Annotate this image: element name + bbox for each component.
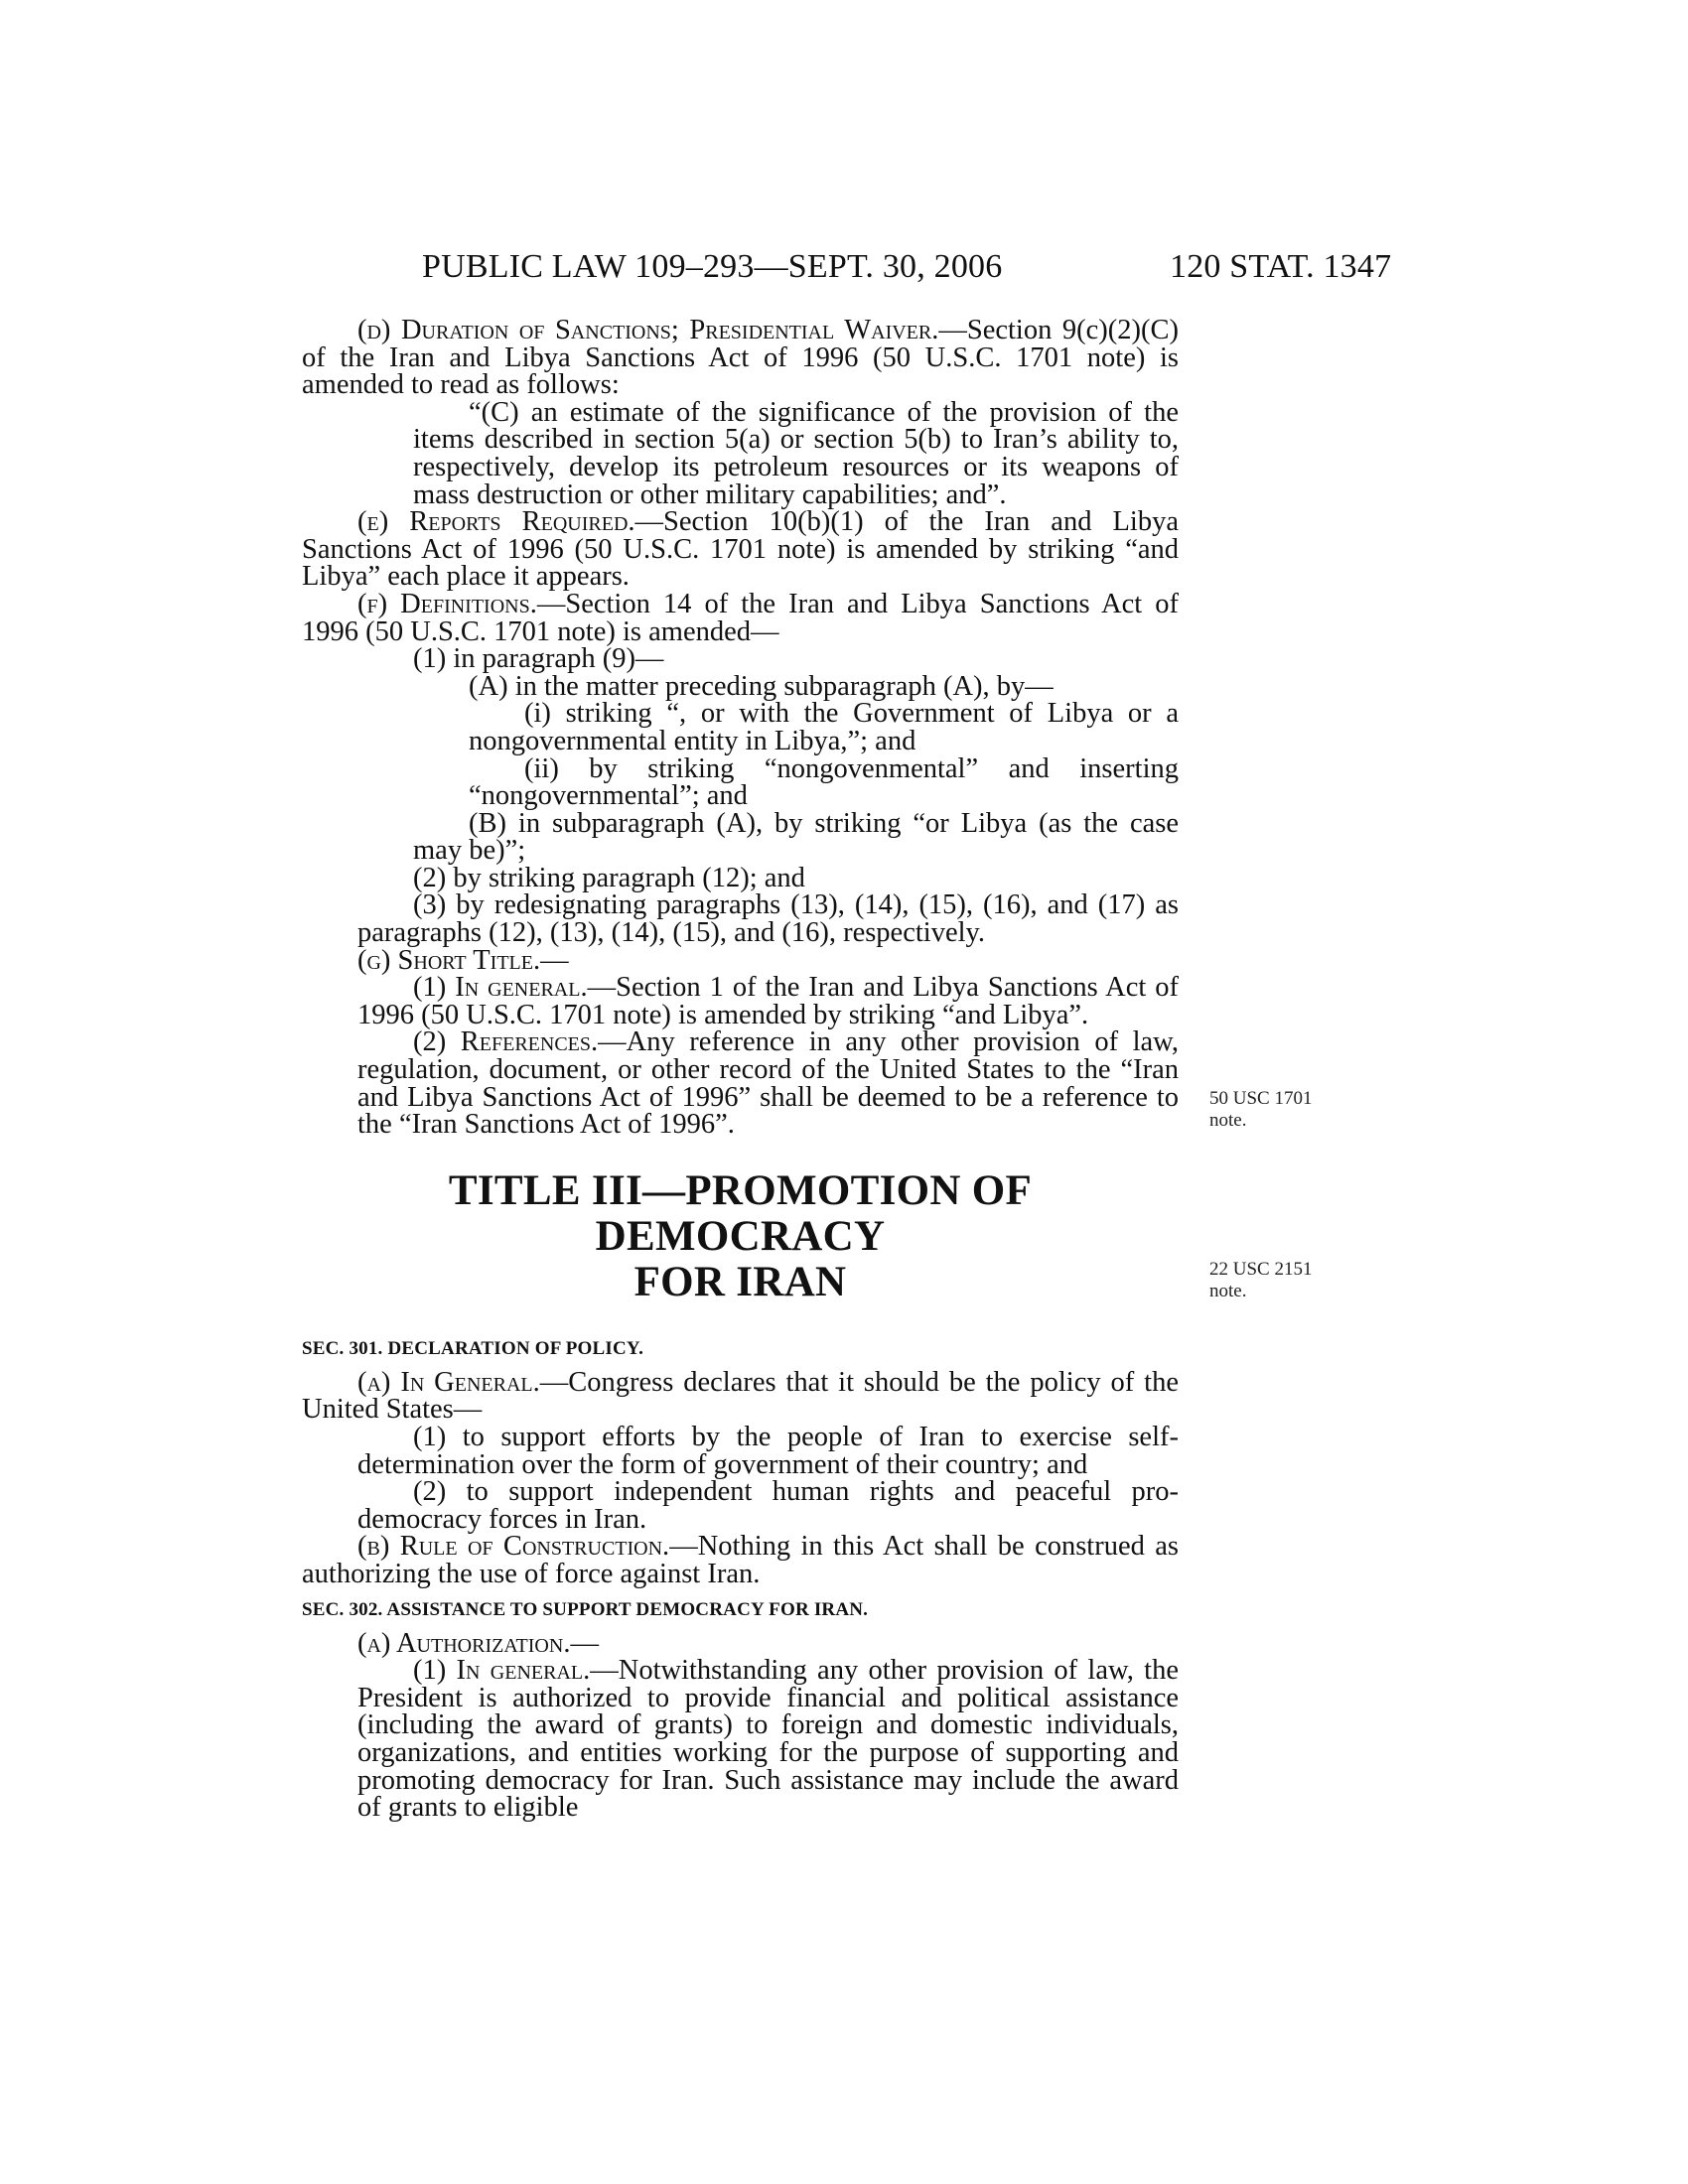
margin-note-line: note. — [1209, 1110, 1247, 1131]
subsection-text: — — [540, 944, 569, 976]
margin-note-line: note. — [1209, 1281, 1247, 1301]
subsection-heading: (e) Reports Required. — [357, 506, 635, 538]
subsection-d — [302, 317, 1179, 399]
paragraph-f3: (3) by redesignating paragraphs (13), (14), (15), (16), and (17) as paragraphs (12), (13), (14), (15), and (16), respectively. — [357, 889, 1179, 949]
clause-f1Ai: (i) striking “, or with the Government of Libya or a nongovernmental entity in Libya,”; and — [469, 698, 1179, 756]
subsection-heading: (g) Short Title. — [357, 944, 541, 976]
subparagraph-f1B: (B) in subparagraph (A), by striking “or Libya (as the case may be)”; — [413, 807, 1179, 867]
subsection-text: —Congress declares that it should be the policy of the United States— — [302, 1366, 1179, 1426]
subsection-heading: (b) Rule of Construction. — [357, 1531, 670, 1563]
paragraph-f1: (1) in paragraph (9)— — [413, 643, 664, 675]
section-302-heading: SEC. 302. ASSISTANCE TO SUPPORT DEMOCRACY FOR IRAN. — [302, 1598, 869, 1620]
subsection-text: — — [570, 1627, 599, 1659]
paragraph-f2: (2) by striking paragraph (12); and — [413, 862, 805, 893]
paragraph-g2 — [302, 1026, 1179, 1141]
subsection-text: —Nothing in this Act shall be construed as authorizing the use of force against Iran. — [302, 1531, 1179, 1589]
paragraph-301-a2: (2) to support independent human rights and peaceful pro-democracy forces in Iran. — [357, 1476, 1179, 1535]
subsection-heading: (a) Authorization. — [357, 1627, 571, 1659]
paragraph-text: —Section 1 of the Iran and Libya Sanctions Act of 1996 (50 U.S.C. 1701 note) is amended by striking “and Libya”. — [357, 972, 1179, 1030]
paragraph-302-a1 — [302, 1657, 1179, 1822]
margin-note-usc-2151 — [1209, 1259, 1312, 1302]
section-301-heading: SEC. 301. DECLARATION OF POLICY. — [302, 1337, 644, 1359]
subsection-text: —Section 10(b)(1) of the Iran and Libya Sanctions Act of 1996 (50 U.S.C. 1701 note) is amended by striking “and Libya” each place it appears. — [302, 506, 1180, 593]
title-line: FOR IRAN — [633, 1258, 847, 1305]
subsection-text: —Section 9(c)(2)(C) of the Iran and Libya Sanctions Act of 1996 (50 U.S.C. 1701 note) is amended to read as follows: — [302, 315, 1179, 401]
margin-note-line: 22 USC 2151 — [1209, 1259, 1313, 1280]
subsection-heading: (f) Definitions. — [357, 588, 537, 619]
section-301-a — [302, 1366, 1179, 1426]
paragraph-heading: (2) References. — [413, 1026, 599, 1058]
subsection-f — [302, 588, 1179, 647]
subsection-g — [302, 944, 1179, 976]
running-header-citation: PUBLIC LAW 109–293—SEPT. 30, 2006 — [422, 248, 1003, 285]
title-line: TITLE III—PROMOTION OF DEMOCRACY — [448, 1166, 1033, 1260]
subparagraph-f1A: (A) in the matter preceding subparagraph (A), by— — [469, 670, 1054, 702]
subsection-heading: (d) Duration of Sanctions; Presidential Waiver. — [357, 315, 939, 345]
paragraph-text: —Notwithstanding any other provision of law, the President is authorized to provide financial and political assistance (including the award of grants) to foreign and domestic individuals, organizations, and entities working for the purpose of supporting and promoting democracy for Iran. Such assistance may include the award of grants to eligible — [357, 1655, 1179, 1824]
running-header-page-number: 120 STAT. 1347 — [1170, 248, 1392, 285]
clause-f1Aii: (ii) by striking “nongovenmental” and inserting “nongovernmental”; and — [469, 752, 1179, 812]
subsection-e — [302, 508, 1179, 591]
paragraph-heading: (1) In general. — [413, 1655, 591, 1687]
section-301-b — [302, 1533, 1179, 1587]
quoted-text: “(C) an estimate of the significance of the provision of the items described in section 5(a) or section 5(b) to Iran’s ability to, respectively, develop its petroleum resources or its weapons of mass destruction or other military capabilities; and”. — [413, 396, 1179, 510]
title-heading — [302, 1168, 1179, 1305]
section-302-a — [302, 1627, 1179, 1659]
subsection-text: —Section 14 of the Iran and Libya Sanctions Act of 1996 (50 U.S.C. 1701 note) is amended— — [302, 588, 1179, 647]
statute-body — [302, 317, 1179, 1822]
margin-note-usc-1701 — [1209, 1088, 1312, 1132]
paragraph-301-a1: (1) to support efforts by the people of Iran to exercise self-determination over the form of government of their country; and — [357, 1422, 1179, 1480]
paragraph-g1 — [302, 974, 1179, 1028]
paragraph-heading: (1) In general. — [413, 972, 588, 1004]
paragraph-text: —Any reference in any other provision of law, regulation, document, or other record of the United States to the “Iran and Libya Sanctions Act of 1996” shall be deemed to be a reference to the “Iran Sanctions Act of 1996”. — [357, 1026, 1179, 1141]
margin-note-line: 50 USC 1701 — [1209, 1088, 1313, 1109]
subsection-heading: (a) In General. — [357, 1366, 540, 1398]
